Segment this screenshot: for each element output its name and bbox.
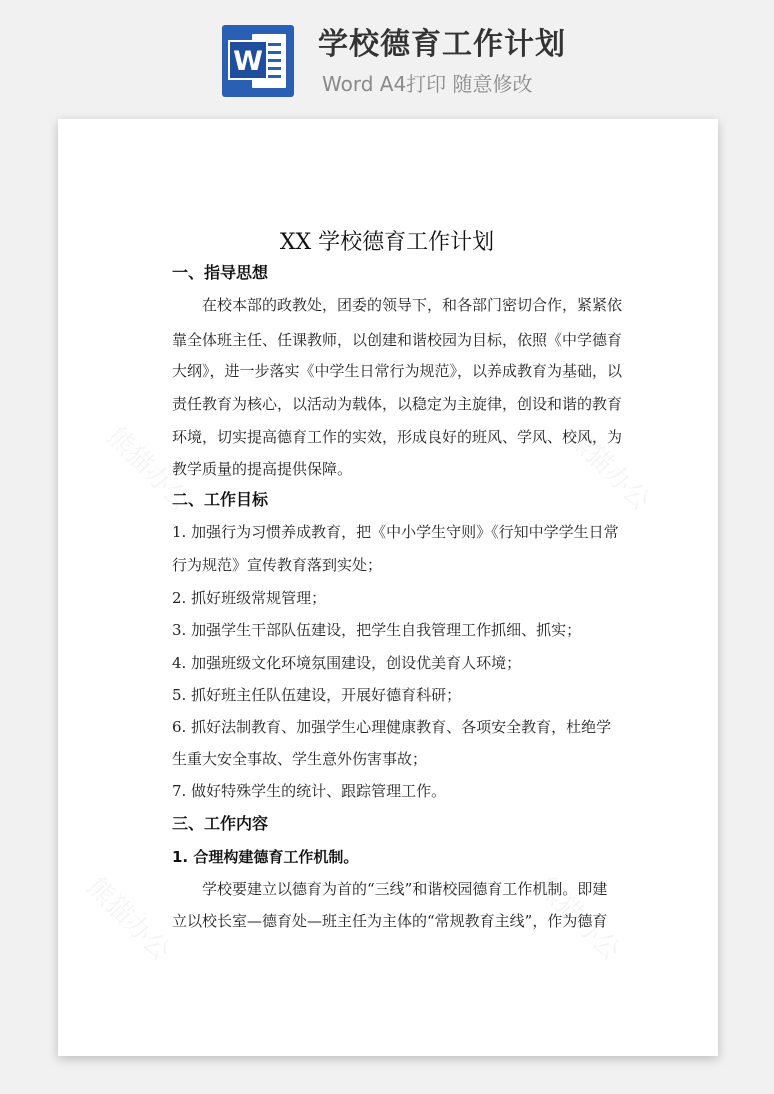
list-item-continuation: 行为规范》宣传教育落到实处； xyxy=(172,556,383,574)
paragraph-line: 靠全体班主任、任课教师，以创建和谐校园为目标，依照《中学德育 xyxy=(172,331,623,349)
paragraph-line: 学校要建立以德育为首的“三线”和谐校园德育工作机制。即建 xyxy=(202,880,608,898)
list-item: 6. 抓好法制教育、加强学生心理健康教育、各项安全教育，杜绝学 xyxy=(172,718,612,736)
list-item-continuation: 生重大安全事故、学生意外伤害事故； xyxy=(172,750,428,768)
header xyxy=(0,0,774,112)
header-subtitle: Word A4打印 随意修改 xyxy=(322,72,533,96)
list-item: 5. 抓好班主任队伍建设，开展好德育科研； xyxy=(172,686,462,704)
list-item: 4. 加强班级文化环境氛围建设，创设优美育人环境； xyxy=(172,654,522,672)
paragraph-line: 在校本部的政教处，团委的领导下，和各部门密切合作，紧紧依 xyxy=(202,296,623,314)
list-item: 2. 抓好班级常规管理； xyxy=(172,589,327,607)
document-title: XX 学校德育工作计划 xyxy=(279,230,495,255)
word-icon xyxy=(222,25,294,97)
subsection-heading: 1. 合理构建德育工作机制。 xyxy=(172,848,359,866)
section-heading: 一、指导思想 xyxy=(172,263,269,282)
list-item: 7. 做好特殊学生的统计、跟踪管理工作。 xyxy=(172,782,447,800)
paragraph-line: 责任教育为核心，以活动为载体，以稳定为主旋律，创设和谐的教育 xyxy=(172,395,623,413)
word-letter-badge: W xyxy=(228,40,268,80)
paragraph-line: 环境，切实提高德育工作的实效，形成良好的班风、学风、校风，为 xyxy=(172,428,623,446)
paragraph-line: 大纲》，进一步落实《中学生日常行为规范》，以养成教育为基础，以 xyxy=(172,362,623,380)
section-heading: 二、工作目标 xyxy=(172,490,269,509)
header-title: 学校德育工作计划 xyxy=(318,27,566,62)
list-item: 1. 加强行为习惯养成教育，把《中小学生守则》《行知中学学生日常 xyxy=(172,523,619,541)
paragraph-line: 立以校长室—德育处—班主任为主体的“常规教育主线”，作为德育 xyxy=(172,912,608,930)
paragraph-line: 教学质量的提高提供保障。 xyxy=(172,460,353,478)
section-heading: 三、工作内容 xyxy=(172,814,269,833)
list-item: 3. 加强学生干部队伍建设，把学生自我管理工作抓细、抓实； xyxy=(172,621,582,639)
watermark xyxy=(80,868,180,968)
